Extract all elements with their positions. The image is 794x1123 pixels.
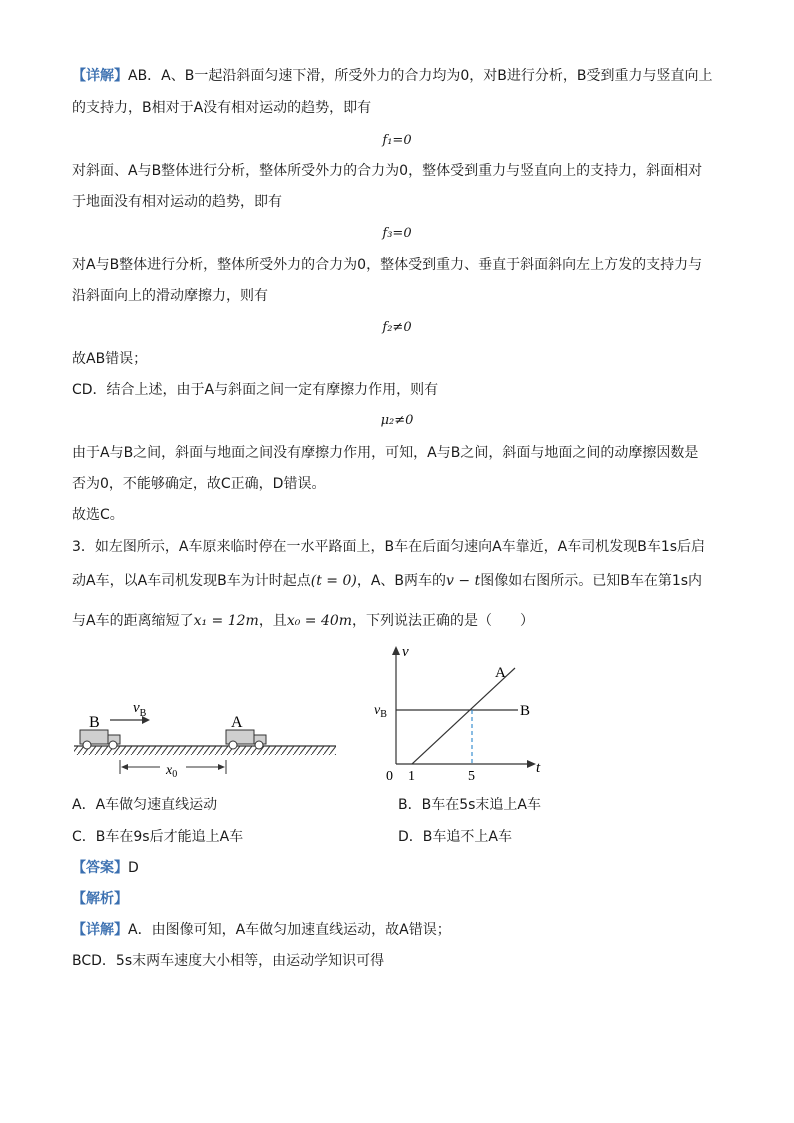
equation-f2: f₂≠0 <box>382 320 412 335</box>
option-a: A．A车做匀速直线运动 <box>72 797 218 813</box>
series-a-line <box>412 668 515 764</box>
series-a-label: A <box>495 665 506 681</box>
t-axis-label: t <box>536 760 541 776</box>
detail-line-6: 沿斜面向上的滑动摩擦力，则有 <box>72 288 268 304</box>
detail-line-7: 故AB错误； <box>72 351 148 367</box>
car-a-label: A <box>231 714 243 731</box>
option-c: C．B车在9s后才能追上A车 <box>72 829 244 845</box>
vb-label: $v_B$ <box>374 703 387 720</box>
analysis-line <box>72 889 128 909</box>
question-line-1: 3．如左图所示，A车原来临时停在一水平路面上，B车在后面匀速向A车靠近，A车司机发现B车1s后启 <box>72 539 706 555</box>
detail-line-8: CD．结合上述，由于A与斜面之间一定有摩擦力作用，则有 <box>72 382 439 398</box>
detail2-line-2: BCD．5s末两车速度大小相等，由运动学知识可得 <box>72 953 385 969</box>
detail-line-11: 故选C。 <box>72 507 124 523</box>
vt-graph <box>368 640 558 785</box>
detail2-tag: 【详解】 <box>72 922 128 938</box>
v-axis-label: v <box>402 644 409 660</box>
detail-tag: 【详解】 <box>72 68 128 84</box>
detail-line-9: 由于A与B之间，斜面与地面之间没有摩擦力作用，可知，A与B之间，斜面与地面之间的动摩擦因数是 <box>72 445 699 461</box>
answer-tag: 【答案】 <box>72 860 128 876</box>
equation-f1: f₁=0 <box>382 133 412 148</box>
velocity-label: $v_B$ <box>133 700 147 719</box>
detail-line-2: 的支持力，B相对于A没有相对运动的趋势，即有 <box>72 100 372 116</box>
question-line-2: 动A车，以A车司机发现B车为计时起点(t = 0)，A、B两车的v − t图像如右图所示。已知B车在第1s内 <box>72 573 703 589</box>
tick-5-label: 5 <box>468 769 475 784</box>
detail-line-4: 于地面没有相对运动的趋势，即有 <box>72 194 282 210</box>
cars-figure <box>66 690 346 785</box>
detail-line-10: 否为0，不能够确定，故C正确，D错误。 <box>72 476 326 492</box>
option-b: B．B车在5s末追上A车 <box>398 797 541 813</box>
equation-f3: f₃=0 <box>382 226 412 241</box>
analysis-tag: 【解析】 <box>72 891 128 907</box>
series-b-label: B <box>520 703 531 719</box>
origin-label: 0 <box>386 769 393 784</box>
tick-1-label: 1 <box>408 769 415 784</box>
distance-label: $x_0$ <box>166 763 178 780</box>
detail2-line-1: 【详解】A．由图像可知，A车做匀加速直线运动，故A错误； <box>72 922 451 938</box>
car-b-label: B <box>89 714 100 731</box>
question-line-3: 与A车的距离缩短了x₁ = 12m，且x₀ = 40m，下列说法正确的是（ ） <box>72 613 535 629</box>
detail-line-1: 【详解】AB．A、B一起沿斜面匀速下滑，所受外力的合力均为0，对B进行分析，B受到重力与竖直向上 <box>72 68 713 84</box>
detail-line-3: 对斜面、A与B整体进行分析，整体所受外力的合力为0，整体受到重力与竖直向上的支持力，斜面相对 <box>72 163 703 179</box>
detail-line-5: 对A与B整体进行分析，整体所受外力的合力为0，整体受到重力、垂直于斜面斜向左上方发的支持力与 <box>72 257 703 273</box>
equation-mu2: μ₂≠0 <box>380 413 414 428</box>
answer-line <box>72 858 139 878</box>
option-d: D．B车追不上A车 <box>398 829 512 845</box>
answer-value: D <box>128 860 139 876</box>
